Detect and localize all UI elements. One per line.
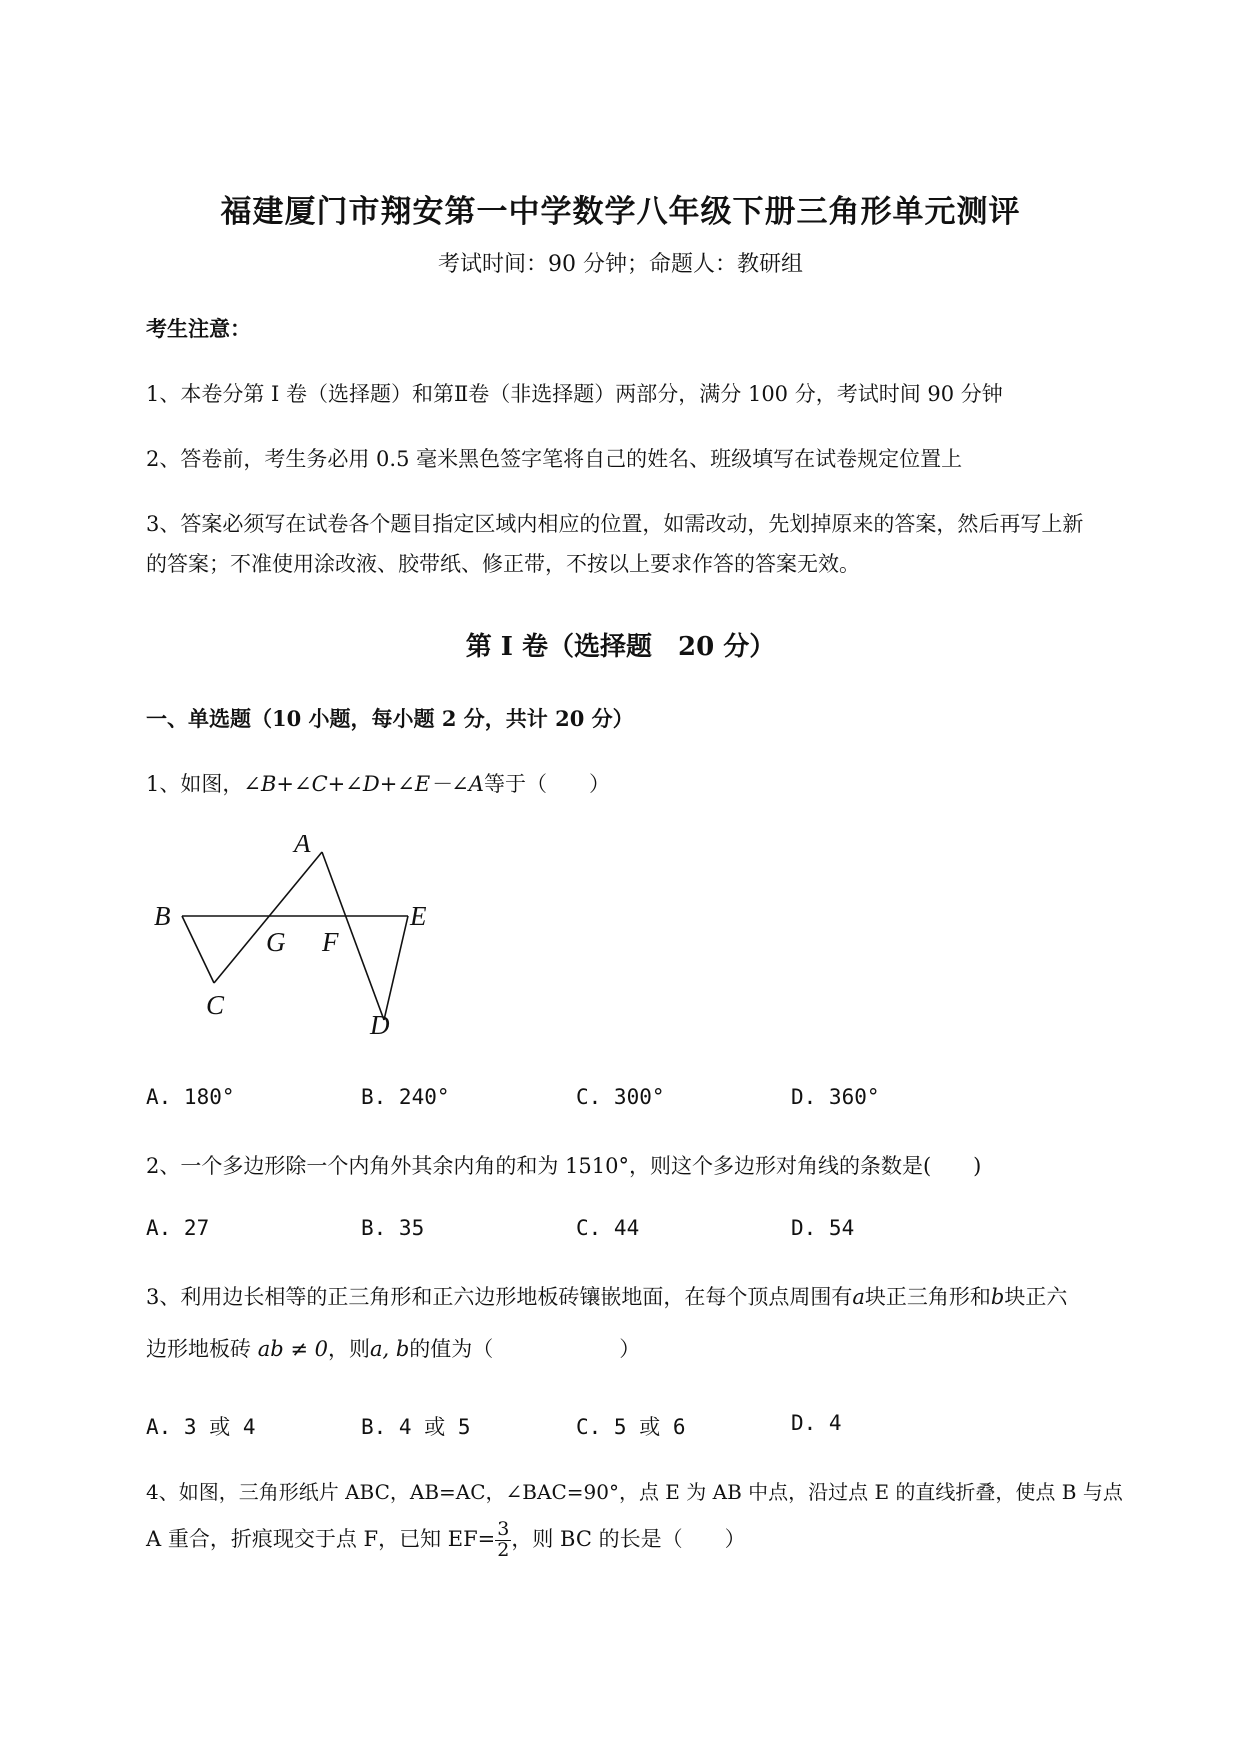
notice-item-3: 3、答案必须写在试卷各个题目指定区域内相应的位置，如需改动，先划掉原来的答案，然后再写上新	[146, 512, 1084, 536]
notice-item-2: 2、答卷前，考生务必用 0.5 毫米黑色签字笔将自己的姓名、班级填写在试卷规定位置上	[146, 447, 963, 471]
question-1-prefix: 1、如图，	[146, 772, 244, 796]
question-4-line-1: 4、如图，三角形纸片 ABC，AB=AC，∠BAC=90°，点 E 为 AB 中点，沿过点 E 的直线折叠，使点 B 与点	[146, 1480, 1123, 1504]
q2-option-a[interactable]: A. 27	[146, 1216, 210, 1240]
q4-fraction	[495, 1520, 511, 1561]
q3-text-1c: 块正六	[1004, 1285, 1068, 1309]
q3-option-c[interactable]: C. 5 或 6	[576, 1415, 686, 1439]
q3-text-2a: 边形地板砖	[146, 1337, 251, 1361]
q4-text-2a: A 重合，折痕现交于点 F，已知 EF=	[146, 1526, 496, 1551]
q3-text-1b: 块正三角形和	[864, 1285, 991, 1309]
q2-option-b[interactable]: B. 35	[361, 1216, 425, 1240]
question-2: 2、一个多边形除一个内角外其余内角的和为 1510°，则这个多边形对角线的条数是( )	[146, 1154, 982, 1178]
q3-var-a: a	[852, 1285, 865, 1309]
q3-condition: ab ≠ 0	[257, 1337, 328, 1361]
label-e: E	[410, 901, 427, 931]
q1-option-a[interactable]: A. 180°	[146, 1085, 235, 1109]
question-1-figure	[140, 835, 460, 1050]
q3-option-d[interactable]: D. 4	[791, 1411, 842, 1435]
label-b: B	[154, 901, 171, 931]
exam-info: 考试时间：90 分钟；命题人：教研组	[438, 252, 803, 277]
line-bc	[182, 916, 214, 983]
question-3-line-1	[146, 1281, 1067, 1311]
q3-option-a[interactable]: A. 3 或 4	[146, 1415, 256, 1439]
q2-option-c[interactable]: C. 44	[576, 1216, 640, 1240]
section-title: 第 I 卷（选择题 20 分）	[465, 632, 776, 662]
question-1-math: ∠B+∠C+∠D+∠E－∠A	[243, 772, 484, 796]
line-ca	[214, 852, 322, 983]
q3-option-b[interactable]: B. 4 或 5	[361, 1415, 471, 1439]
label-f: F	[322, 927, 339, 957]
notice-item-3-cont: 的答案；不准使用涂改液、胶带纸、修正带，不按以上要求作答的答案无效。	[146, 552, 860, 576]
question-4-line-2	[146, 1520, 746, 1561]
q3-text-2b: ，则	[327, 1337, 370, 1361]
q3-text-2c: 的值为（ ）	[409, 1337, 641, 1361]
line-de	[384, 916, 408, 1020]
notice-heading: 考生注意：	[146, 316, 251, 341]
q1-option-c[interactable]: C. 300°	[576, 1085, 665, 1109]
label-a: A	[294, 835, 311, 858]
question-1-suffix: 等于（ ）	[483, 772, 610, 796]
question-3-line-2	[146, 1333, 640, 1363]
q4-fraction-numerator: 3	[497, 1518, 510, 1540]
q4-text-2b: ，则 BC 的长是（ ）	[511, 1526, 746, 1551]
question-1	[146, 768, 610, 798]
part-heading: 一、单选题（10 小题，每小题 2 分，共计 20 分）	[146, 706, 634, 731]
label-g: G	[266, 927, 286, 957]
q1-option-b[interactable]: B. 240°	[361, 1085, 450, 1109]
q1-option-d[interactable]: D. 360°	[791, 1085, 880, 1109]
notice-item-1: 1、本卷分第 I 卷（选择题）和第Ⅱ卷（非选择题）两部分，满分 100 分，考试时间 90 分钟	[146, 382, 1003, 406]
q3-var-b: b	[990, 1285, 1005, 1309]
q4-fraction-denominator: 2	[497, 1538, 510, 1561]
q3-text-1a: 3、利用边长相等的正三角形和正六边形地板砖镶嵌地面，在每个顶点周围有	[146, 1285, 853, 1309]
label-d: D	[370, 1010, 390, 1040]
q2-option-d[interactable]: D. 54	[791, 1216, 855, 1240]
q3-vars-ab: a, b	[369, 1337, 410, 1361]
page-title: 福建厦门市翔安第一中学数学八年级下册三角形单元测评	[220, 194, 1021, 230]
label-c: C	[206, 990, 225, 1020]
